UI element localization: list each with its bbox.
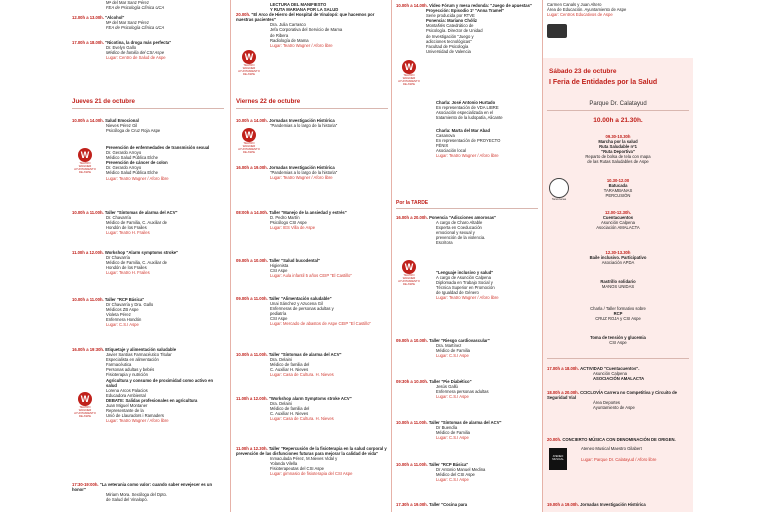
speaker: Mª del Mar Sanz Pérez (106, 0, 149, 5)
logo-caption: TEATRO WAGNER AYUNTAMIENTO DE ASPE (238, 63, 260, 76)
event-time: 11.00h a 12.30h. (236, 446, 268, 451)
fair-hours: 10.00h a 21.30h. (593, 117, 643, 124)
speaker-role: Médico de Familia, C. Auxiliar de (106, 260, 167, 266)
event-block (396, 379, 538, 399)
speaker: Inmaculada Pérez, M.Nieves Vidal y (270, 456, 338, 462)
speaker: Dr Chavarría y Dra. Gallo (106, 302, 154, 308)
speaker-role: Hondón de los Frailes (106, 225, 147, 231)
event-title: Marcha por la salud (598, 139, 638, 145)
event-block (72, 0, 224, 10)
activity-block (547, 502, 689, 507)
event-block (72, 145, 224, 181)
event-title: "Nicotina, la droga más perfecta" (105, 40, 172, 45)
event-location: Lugar: Aula infantil 5 años CEIP "El Castillo" (270, 273, 352, 279)
day-heading: Viernes 22 de octubre (236, 98, 301, 105)
speaker: Unai Sánchez y Azucena Gil (270, 301, 323, 307)
speaker-role: Médico de familia del (270, 362, 310, 368)
event-location: Lugar: Parque Dr. Calatayud / Aforo libre (581, 457, 657, 463)
speaker-role: Psicóloga de Cruz Roja Aspe (106, 128, 161, 134)
event-block (72, 15, 224, 30)
event-title: Taller "Manejo de la ansiedad y estrés" (269, 210, 347, 215)
speaker: Yolanda Vilella (270, 461, 298, 467)
event-block (396, 502, 538, 507)
speaker-role: Experta en Coeducación (436, 225, 482, 231)
divider (547, 110, 689, 111)
speaker-role: adicciones tecnológicas" (426, 38, 472, 44)
speaker-role: Asociación local (436, 148, 467, 154)
event-location: Lugar: C.S.I Aspe (436, 353, 469, 359)
event-location: Lugar: C.S.I Aspe (436, 477, 469, 483)
speaker-role: MontaÑés Catedrático de (426, 23, 474, 29)
event-location: Lugar: Teatro Wagner / Aforo libre (270, 175, 333, 181)
speaker: A cargo de Charo Altable (436, 220, 483, 226)
speaker-role: CSI Aspe (270, 268, 288, 274)
speaker: Dr. Gerardo Arroyo (106, 150, 142, 156)
divider (72, 108, 224, 109)
event-subtitle: de las Rutas Saludables de Aspe (587, 159, 649, 165)
teatro-wagner-logo (238, 50, 260, 76)
event-title: Salud Emocional (105, 118, 139, 123)
event-block (396, 420, 538, 440)
event-title: Rastrillo solidario (600, 279, 636, 284)
event-title: Charla / Taller formativo sobre (590, 306, 646, 311)
ciudad-educadora-logo (547, 24, 567, 38)
logo-glyph: W (242, 50, 256, 64)
section-heading: Por la TARDE (396, 200, 429, 206)
event-time: 10.00h a 14.00h. (236, 118, 268, 123)
column-friday (232, 0, 392, 512)
speaker-role: Diplomada en Trabajo Social y (436, 280, 493, 286)
speaker: Dr Antonio Manuel Medina (436, 467, 486, 473)
event-title: Taller "Pie Diabético" (429, 379, 472, 384)
event-title: CONCIERTO MÚSICA CON DENOMINACIÓN DE ORIGEN. (562, 437, 676, 442)
event-title: Jornadas Investigación Histórica (269, 118, 335, 123)
event-location: Lugar: Teatro Wagner / Aforo libre (436, 153, 499, 159)
speaker-role: Jefa Corporativa del Servicio de Mama (270, 27, 343, 33)
logo-glyph: W (402, 260, 416, 274)
column-saturday (543, 0, 693, 512)
speaker: Ateneo Musical Maestro Gilabert (581, 446, 642, 452)
event-title: "La veterania como valor: cuando saber envejecer es un honor" (72, 482, 213, 493)
divider (396, 208, 538, 209)
speaker-role: Médicos ZB Aspe (106, 307, 139, 313)
event-title: Taller "Síntomas de alarma del ACV" (428, 420, 502, 425)
logo-glyph: W (78, 392, 92, 406)
speaker-role: Médico del CSI Aspe (436, 472, 475, 478)
event-block (72, 482, 224, 502)
event-title: Charla: Marta del Mar Abad (436, 128, 491, 133)
event-block (396, 270, 538, 301)
event-title: Jornadas Investigación Histórica (580, 502, 646, 507)
event-title: Taller "RCP Básica" (428, 462, 469, 467)
activity-block (547, 279, 689, 289)
event-block (396, 338, 538, 358)
event-title: "Ruta Deportiva" (601, 149, 635, 155)
logo-glyph: W (78, 148, 92, 162)
event-title: Y RUTA MARIANA POR LA SALUD (270, 7, 339, 13)
speaker-role: Médico de familia del (270, 406, 310, 412)
speaker: Mª del Mar Sanz Pérez (106, 20, 149, 26)
speaker-role: de Igualdad de Género (436, 290, 479, 296)
event-title: "Alcohol" (105, 15, 125, 20)
event-subtitle: Asunción Calpena (601, 220, 635, 226)
speaker-role: C. Auxiliar H. Nieves (270, 367, 309, 373)
activity-block (547, 390, 689, 410)
event-time: 16.00h a 19.00h. (236, 165, 268, 170)
event-subtitle: Ponencia: Mariano Chóliz (426, 18, 477, 24)
logo-glyph: W (242, 128, 256, 142)
speaker: Dr Buendía (436, 425, 458, 431)
event-location: Lugar: Teatro Wagner / Aforo libre (106, 418, 169, 424)
activity-block (547, 366, 689, 381)
event-title: DEBATE: Salidas profesionales en agricultura (106, 397, 198, 403)
speaker-role: En representación de PROYECTO (436, 138, 501, 144)
event-title: RCP (613, 311, 623, 317)
event-block (396, 462, 538, 482)
speaker-role: Área de Educación. Ayuntamiento de Aspe (547, 7, 627, 13)
event-time: 16.00h a 19:30h. (72, 347, 105, 352)
event-block (236, 2, 388, 48)
event-title: Ruta Saludable nº1 (599, 144, 637, 150)
speaker: Higienista (270, 263, 289, 269)
event-time: 20.00h. (547, 437, 562, 442)
speaker: Dra. Julia Carrasco (270, 22, 306, 28)
event-location: Lugar: Casa de Cultura. H. Nieves (270, 372, 334, 378)
speaker: Dr Chavarría (106, 255, 130, 261)
event-time: 10.00h a 11.00h. (236, 352, 268, 357)
event-title: Taller "Síntomas de alarma del ACV" (104, 210, 178, 215)
event-title: Taller "Cocina para (429, 502, 468, 507)
event-subtitle: "Pandemias a lo largo de la historia" (270, 170, 338, 176)
event-block (236, 396, 388, 421)
event-subtitle: CSI Aspe (609, 340, 627, 346)
event-title: Taller "RCP Básica" (104, 297, 145, 302)
speaker-role: Educadora Ambiental (106, 392, 146, 398)
speaker-role: Psicólogo CSI Aspe (270, 220, 307, 226)
activity-block (547, 306, 689, 321)
activity-block (547, 178, 689, 198)
event-time: 11.00h a 12.00h. (72, 250, 104, 255)
event-block (396, 128, 538, 159)
speaker-role: de Investigación "Juego y (426, 33, 474, 39)
speaker-role: CSI Aspe (270, 316, 288, 322)
event-title: "El Arco de Hierro del Hospital de Vinalopó: que hacemos por nuestras pacientes" (236, 12, 375, 23)
speaker: Dra. Martínez (436, 343, 462, 349)
event-block (236, 446, 388, 477)
day-heading: Sábado 23 de octubre (549, 68, 617, 75)
event-location: Lugar: Teatro H. Frailes (106, 270, 150, 276)
logo-glyph: W (402, 60, 416, 74)
speaker-role: tratamiento de la ludopatía, Alicante (436, 115, 503, 121)
event-location: Lugar: Casa de Cultura. H. Nieves (270, 416, 334, 422)
event-block (236, 165, 388, 180)
event-block (236, 352, 388, 377)
event-block (236, 296, 388, 327)
event-block (72, 118, 224, 133)
speaker: Violeta Pérez (106, 312, 131, 318)
event-time: 09.00h a 10.00h. (236, 258, 268, 263)
event-time: 10.00h a 11.00h. (72, 297, 104, 302)
speaker-role: Personas adultas y bebés (106, 367, 155, 373)
event-time: 08:00h a 14.00h. (236, 210, 269, 215)
event-location: Lugar: C.S.I Aspe (436, 394, 469, 400)
speaker-role: FÉNIX (436, 143, 449, 149)
event-subtitle: "Pandemias a lo largo de la historia" (270, 123, 338, 129)
day-heading: Jueves 21 de octubre (72, 98, 135, 105)
speaker-role: En representación de VDA LIBRE (436, 105, 499, 111)
speaker-role: de Ribera (270, 32, 289, 38)
speaker-role: Escritora (436, 240, 453, 246)
speaker-role: Ayuntamiento de Aspe (593, 405, 635, 411)
speaker: Javier Santías Farmacéutico Titular (106, 352, 172, 358)
event-title: Prevención de cáncer de colon (106, 160, 168, 166)
event-title: Workshop "Alarm symptoms stroke" (104, 250, 179, 255)
event-block (396, 3, 538, 54)
event-location: Lugar: Teatro Wagner / Aforo libre (270, 42, 333, 48)
activity-block (547, 134, 689, 165)
speaker: Dr. Gerardo Arroyo (106, 165, 142, 171)
event-time: 16.00h a 20.00h. (396, 215, 428, 220)
speaker-role: FEA de Psicología Clínica UCA (106, 25, 165, 31)
speaker-role: Médico de Familia, C. Auxiliar de (106, 220, 167, 226)
speaker-role: Representante de la (106, 408, 144, 414)
event-time: 17.00h a 18.00h. (547, 366, 579, 371)
speaker: D. Pedro Martín (270, 215, 300, 221)
activity-block (547, 250, 689, 265)
event-location: Lugar: C.S.I Aspe (106, 322, 139, 328)
event-time: 10.30-12.00 (606, 178, 630, 183)
speaker-role: Psicología. Director de Unidad (426, 28, 483, 34)
event-title: Agricultura y consumo de proximidad como activo en salud (106, 377, 214, 388)
event-time: 09.00h a 11.00h. (236, 296, 268, 301)
speaker-role: Enfermera Hondón (106, 317, 142, 323)
event-block (72, 210, 224, 235)
divider (236, 108, 388, 109)
event-title: Charla: José Antonio Hurtado (436, 100, 496, 105)
speaker-role: Facultad de Psicología (426, 43, 469, 49)
event-location: Lugar: Centros Educativos de Aspe (547, 12, 613, 18)
speaker-role: C. Auxiliar H. Nieves (270, 411, 309, 417)
event-title: Etiquetaje y alimentación saludable (105, 347, 177, 352)
event-title: Toma de tensión y glucemia (590, 335, 646, 340)
speaker-role: Médico de familia del CSI Aspe (106, 50, 165, 56)
event-time: 17.30h a 19.00h. (396, 502, 428, 507)
event-block (72, 297, 224, 328)
event-title: Baile inclusivo. Participativo (589, 255, 647, 261)
event-time: 10.00h a 14.00h. (72, 118, 104, 123)
column-divider (230, 0, 231, 512)
fair-location: Parque Dr. Calatayud (589, 101, 647, 107)
event-time: 09.00h a 10.00h. (396, 338, 428, 343)
speaker: Nieves Pérez Gil (106, 123, 138, 129)
event-subtitle: MANOS UNIDAS (601, 284, 635, 290)
event-time: 12.00-12.30h. (604, 210, 632, 215)
event-subtitle: CRUZ ROJA y CSI Aspe (595, 316, 641, 322)
speaker-role: Especialista en alimentación (106, 357, 159, 363)
speaker-role: FEA de Psicología Clínica UCA (106, 5, 165, 11)
speaker: Lorena Arcos Palacios (106, 387, 148, 393)
event-location: Lugar: Teatro Wagner / Aforo libre (436, 295, 499, 301)
speaker: Juan Miguel Montaner (106, 403, 148, 409)
speaker: Asunción Calpena (593, 371, 627, 377)
event-time: 10.00h a 14.00h. (396, 3, 428, 8)
teatro-wagner-logo (238, 128, 260, 154)
speaker-role: Radiología de Mama (270, 37, 309, 43)
logo-caption: TEATRO WAGNER AYUNTAMIENTO DE ASPE (398, 273, 420, 286)
column-friday-continued (392, 0, 542, 512)
speaker-role: Fisioterapia y nutrición (106, 372, 148, 378)
event-subtitle: Reparto de bolsa de tela con mapa (585, 154, 651, 160)
event-location: Lugar: Mercado de abastos de Aspe CEIP "El Castillo" (270, 321, 371, 327)
event-time: 12.30-13.30h (605, 250, 631, 255)
logo-caption: TEATRO WAGNER AYUNTAMIENTO DE ASPE (74, 161, 96, 174)
speaker-role: Enfermera personas adultas (436, 389, 489, 395)
speaker-role: emocional y sexual y (436, 230, 475, 236)
speaker-role: Serie producida por RTVE (426, 13, 475, 19)
event-time: 09.30-10.30h (605, 134, 631, 139)
event-title: Taller "Alimentación saludable" (268, 296, 332, 301)
event-title: ACTIVIDAD "Cuentacuentos". (580, 366, 640, 371)
speaker: A cargo de Asunción Calpena (436, 275, 491, 281)
event-time: 10.00h a 11.00h. (396, 462, 428, 467)
event-time: 10.00h a 11.00h. (396, 420, 428, 425)
divider (547, 358, 689, 359)
speaker: Jesús Gallú (436, 384, 458, 390)
event-title: Vídeo Fórum y mesa redonda: "Juego de apuestas" (429, 3, 532, 8)
event-block (396, 100, 538, 120)
event-location: Lugar: Centro de Salud de Aspe (106, 55, 166, 61)
speaker-role: Médico de Familia (436, 348, 470, 354)
event-title: Cuentacuentos (602, 215, 634, 221)
logo-caption: TEATRO WAGNER AYUNTAMIENTO DE ASPE (238, 141, 260, 154)
teatro-wagner-logo (74, 392, 96, 418)
event-time: 12.00h a 13.00h. (72, 15, 104, 20)
speaker-role: de Salud del Vinalopó. (106, 497, 148, 503)
event-block (236, 258, 388, 278)
speaker: Área Deportes (593, 400, 620, 406)
event-title: Prevención de enfermedades de transmisión sexual (106, 145, 210, 150)
speaker-role: ASOCIACIÓN AMALACTA (593, 376, 645, 382)
event-subtitle: Asociación AMALACTA (596, 225, 640, 231)
speaker-role: Universidad de Valencia (426, 48, 471, 54)
column-thursday (68, 0, 228, 512)
event-location: Lugar: C.S.I Aspe (436, 435, 469, 441)
tarambanas-logo-caption: Tarambanas (551, 198, 567, 201)
logo-caption: TEATRO WAGNER AYUNTAMIENTO DE ASPE (398, 73, 420, 86)
event-time: 19.00h a 19.00h. (547, 502, 579, 507)
event-time: 10.00h a 11.00h. (72, 210, 104, 215)
event-location: Lugar: gimnasio de fisioterapia del CSI Aspe (270, 471, 353, 477)
fair-title: I Feria de Entidades por la Salud (549, 79, 658, 86)
event-subtitle: Asociación APDA (601, 260, 635, 266)
event-time: 18.00h a 20.00h. (547, 390, 579, 395)
event-title: "Workshop alarm Symptoms stroke ACV" (268, 396, 352, 401)
speaker: Carmen Canals y Juan Altero (547, 2, 602, 7)
event-time: 11.00h a 12.00h. (236, 396, 268, 401)
event-title: LECTURA DEL MANIFIESTO (270, 2, 327, 7)
event-time: 17.00h a 18.00h. (72, 40, 104, 45)
activity-block (547, 210, 689, 230)
speaker-role: Farmacéutica (106, 362, 132, 368)
speaker: Dr. Evelyn Gallo (106, 45, 137, 51)
activity-block (547, 335, 689, 345)
event-title: Taller "Salud bucodental" (269, 258, 320, 263)
event-subtitle: TARAMBANAS (603, 188, 633, 194)
event-title: Taller "Repercusión de la fisioterapia en la salud corporal y prevención de las disfunciones futuras para mejorar la calidad de vida" (236, 446, 387, 457)
event-block (236, 118, 388, 128)
event-location: Lugar: Teatro H. Frailes (106, 230, 150, 236)
speaker-role: Asociación especializada en el (436, 110, 494, 116)
event-title: Taller "Riesgo cardiovascular" (429, 338, 490, 343)
speaker-role: Médico Salud Pública Elche (106, 155, 158, 161)
speaker-role: Hondón de los Frailes (106, 265, 147, 271)
event-block (547, 2, 689, 17)
speaker-role: prevención de la violencia. (436, 235, 486, 241)
teatro-wagner-logo (398, 60, 420, 86)
event-title: Taller "Síntomas de alarma del ACV" (268, 352, 342, 357)
event-title: "Lenguaje inclusivo y salud" (436, 270, 494, 275)
logo-caption: TEATRO WAGNER AYUNTAMIENTO DE ASPE (74, 405, 96, 418)
event-location: Lugar: IES Villa de Aspe (270, 225, 316, 231)
event-time: 20.00h. (236, 12, 251, 18)
speaker: Dr. Chavarría (106, 215, 131, 221)
speaker-role: Enfermeras de personas adultas y (270, 306, 334, 312)
event-time: 09:30h a 10.00h. (396, 379, 429, 384)
speaker-role: Casanova (436, 133, 455, 139)
event-block (236, 210, 388, 230)
speaker: Dra. Delaini (270, 357, 292, 363)
event-title: Jornadas Investigación Histórica (269, 165, 335, 170)
event-time: 17:30-19:00h. (72, 482, 99, 487)
event-title: CCICLOVÍA Carrera no Competitiva y Circuito de Seguridad Vial (547, 390, 677, 401)
event-subtitle: PERCUSIÓN (605, 193, 631, 199)
ateneo-musical-logo-caption: ATENEO MUSICAL (552, 455, 564, 461)
speaker-role: Unió de Llauradors i Ramaders (106, 413, 164, 419)
speaker-role: Técnica Superior en Promoción (436, 285, 495, 291)
event-title: Batucada (608, 183, 628, 189)
speaker-role: Médico Salud Pública Elche (106, 170, 158, 176)
event-subtitle: Proyección: Episodio 1º "Anna Tramel" (426, 8, 505, 14)
activity-block (547, 437, 689, 462)
event-block (72, 250, 224, 275)
speaker: Dra. Delaini (270, 401, 292, 407)
event-block (72, 40, 224, 60)
event-block (396, 215, 538, 246)
event-title: Ponencia "Adicciones amorosas" (429, 215, 497, 220)
event-location: Lugar: Teatro Wagner / Aforo libre (106, 175, 169, 181)
speaker-role: Médico de Familia (436, 430, 470, 436)
speaker: Miriam Mora. Sexóloga del Dpto. (106, 492, 167, 498)
speaker-role: Fisioterapeutas del CSI Aspe (270, 466, 325, 472)
speaker-role: pediatría (270, 311, 287, 317)
